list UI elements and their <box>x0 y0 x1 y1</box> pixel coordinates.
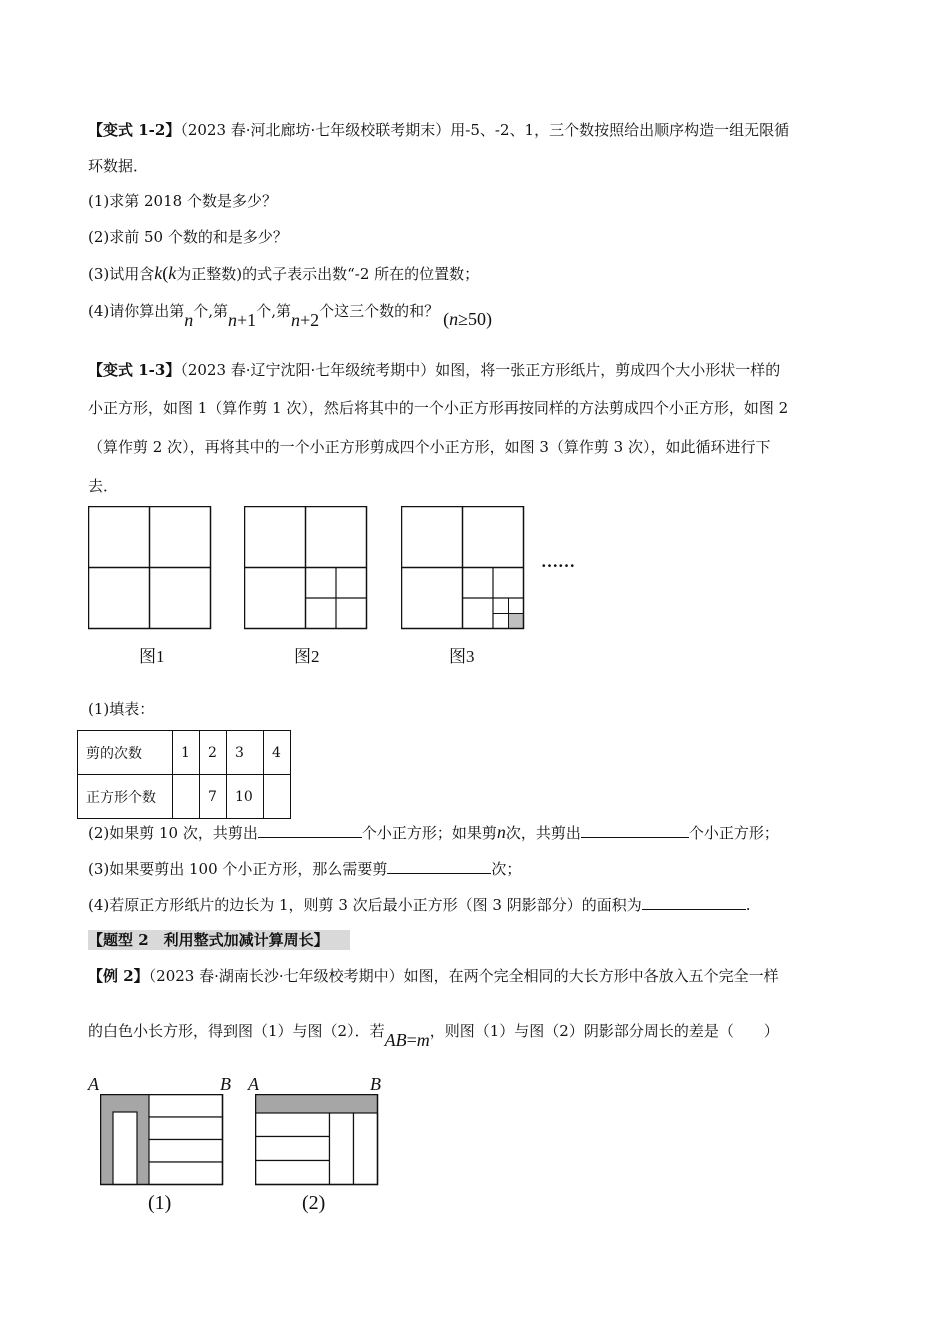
table-cell: 正方形个数 <box>78 775 173 819</box>
caption-ex-fig2: (2) <box>302 1192 326 1214</box>
figure-2-squares <box>244 506 368 630</box>
caption-fig3: 图3 <box>449 647 475 666</box>
v13-q4: (4)若原正方形纸片的边长为 1，则剪 3 次后最小正方形（图 3 阴影部分）的面积为 . <box>88 896 751 914</box>
table-cell: 剪的次数 <box>78 731 173 775</box>
fill-table <box>77 730 291 819</box>
figure-1-squares <box>88 506 212 630</box>
ellipsis: …… <box>541 552 575 571</box>
answer-blank[interactable] <box>387 859 491 874</box>
ex2-label: 【例 2】 <box>88 967 149 985</box>
label-B-2: B <box>370 1074 381 1094</box>
v13-line3: （算作剪 2 次），再将其中的一个小正方形剪成四个小正方形，如图 3（算作剪 3 次），如此循环进行下 <box>88 438 771 456</box>
table-cell: 3 <box>227 731 264 775</box>
v13-label: 【变式 1-3】 <box>88 361 181 379</box>
table-cell: 1 <box>173 731 200 775</box>
v13-fill-label: (1)填表： <box>88 700 155 718</box>
table-cell: 10 <box>227 775 264 819</box>
caption-ex-fig1: (1) <box>148 1192 172 1214</box>
caption-fig1: 图1 <box>139 647 165 666</box>
v13-line4: 去． <box>88 477 119 495</box>
figure-1-rectangles <box>100 1094 224 1186</box>
ex2-line2: 的白色小长方形，得到图（1）与图（2）．若AB=m，则图（1）与图（2）阴影部分周长的差是（ ） <box>88 1022 779 1050</box>
ex2-line1: 【例 2】（2023 春·湖南长沙·七年级校考期中）如图，在两个完全相同的大长方形中各放入五个完全一样 <box>88 967 779 985</box>
table-row <box>78 775 291 819</box>
table-cell: 2 <box>200 731 227 775</box>
table-cell: 4 <box>264 731 291 775</box>
v13-q3: (3)如果要剪出 100 个小正方形，那么需要剪 次； <box>88 860 522 878</box>
v12-q1: (1)求第 2018 个数是多少？ <box>88 192 277 210</box>
shaded-smallest-square <box>509 614 524 629</box>
v12-label: 【变式 1-2】 <box>88 121 181 139</box>
v13-q2: (2)如果剪 10 次，共剪出 个小正方形；如果剪n次，共剪出 个小正方形； <box>88 822 779 842</box>
table-cell <box>264 775 291 819</box>
v12-q2: (2)求前 50 个数的和是多少？ <box>88 228 288 246</box>
figure-2-rectangles <box>255 1094 379 1186</box>
v12-line2: 环数据． <box>88 157 149 175</box>
table-row <box>78 731 291 775</box>
label-A-1: A <box>88 1074 99 1094</box>
section-heading-type2: 【题型 2 利用整式加减计算周长】 <box>88 930 350 950</box>
label-B-1: B <box>220 1074 231 1094</box>
v12-q4: (4)请你算出第n个,第n+1个,第n+2个这三个数的和？ (n≥50) <box>88 302 493 330</box>
answer-blank[interactable] <box>581 823 689 838</box>
table-cell: 7 <box>200 775 227 819</box>
answer-blank[interactable] <box>642 895 746 910</box>
v12-q3: (3)试用含k(k为正整数)的式子表示出数“-2 所在的位置数； <box>88 263 480 283</box>
caption-fig2: 图2 <box>294 647 320 666</box>
table-cell <box>173 775 200 819</box>
v13-line2: 小正方形，如图 1（算作剪 1 次），然后将其中的一个小正方形再按同样的方法剪成四个小正方形，如图 2 <box>88 399 789 417</box>
answer-blank[interactable] <box>258 823 362 838</box>
v13-line1: 【变式 1-3】（2023 春·辽宁沈阳·七年级统考期中）如图，将一张正方形纸片，剪成四个大小形状一样的 <box>88 361 781 379</box>
label-A-2: A <box>248 1074 259 1094</box>
v12-line1: 【变式 1-2】（2023 春·河北廊坊·七年级校联考期末）用-5、-2、1，三个数按照给出顺序构造一组无限循 <box>88 121 790 139</box>
figure-3-squares <box>401 506 525 630</box>
